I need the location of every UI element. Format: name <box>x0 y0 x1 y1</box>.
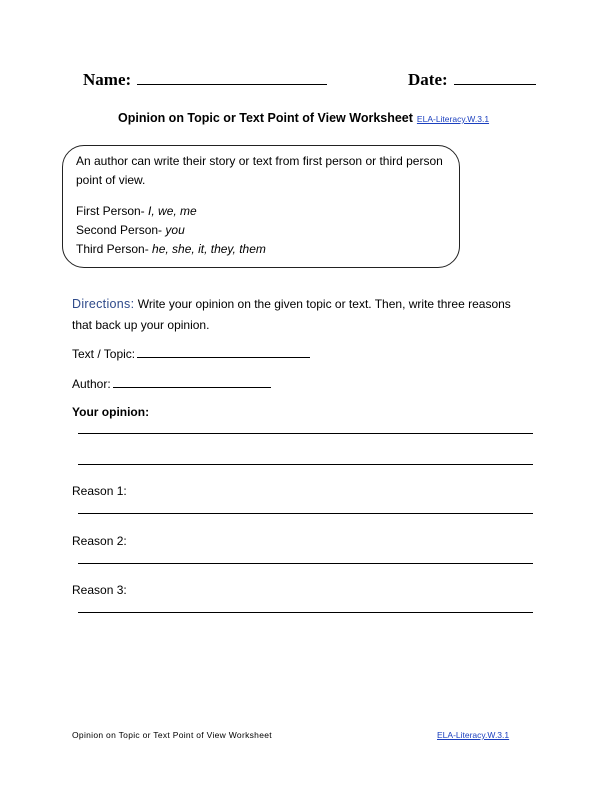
point-of-view-list <box>76 202 266 259</box>
pov-pronouns: I, we, me <box>144 204 197 218</box>
pov-label: Second Person- <box>76 223 163 237</box>
first-person-row <box>76 202 266 221</box>
directions <box>72 294 532 336</box>
author-field[interactable] <box>72 376 271 391</box>
date-blank-line[interactable] <box>454 70 536 85</box>
reason-3-answer-line[interactable] <box>78 612 533 613</box>
directions-text: Write your opinion on the given topic or text. Then, write three reasons that back up your opinion. <box>72 297 511 332</box>
point-of-view-info-box <box>62 145 460 268</box>
pov-pronouns: you <box>162 223 185 237</box>
info-intro: An author can write their story or text from first person or third person point of view. <box>76 154 443 187</box>
footer-title: Opinion on Topic or Text Point of View Worksheet <box>72 730 272 740</box>
second-person-row <box>76 221 266 240</box>
author-label: Author: <box>72 377 111 391</box>
pov-label: First Person- <box>76 204 145 218</box>
reason-1-answer-line[interactable] <box>78 513 533 514</box>
directions-label: Directions: <box>72 297 135 311</box>
text-topic-field[interactable] <box>72 346 310 361</box>
text-topic-label: Text / Topic: <box>72 347 136 361</box>
opinion-label: Your opinion: <box>72 405 150 419</box>
footer-standard-link[interactable]: ELA-Literacy.W.3.1 <box>437 730 510 740</box>
reason-2-label: Reason 2: <box>72 534 127 548</box>
name-blank-line[interactable] <box>137 70 327 85</box>
worksheet-title: Opinion on Topic or Text Point of View Worksheet <box>118 111 413 125</box>
reason-2-answer-line[interactable] <box>78 563 533 564</box>
author-blank-line[interactable] <box>113 376 271 388</box>
text-topic-blank-line[interactable] <box>137 346 310 358</box>
pov-pronouns: he, she, it, they, them <box>148 242 266 256</box>
name-label: Name: <box>83 70 132 89</box>
opinion-answer-line[interactable] <box>78 464 533 465</box>
reason-1-label: Reason 1: <box>72 484 127 498</box>
pov-label: Third Person- <box>76 242 149 256</box>
worksheet-title-row <box>118 109 489 127</box>
date-field[interactable] <box>408 70 536 90</box>
third-person-row <box>76 240 266 259</box>
name-field[interactable] <box>83 70 327 90</box>
standard-link[interactable]: ELA-Literacy.W.3.1 <box>416 114 490 124</box>
date-label: Date: <box>408 70 448 89</box>
opinion-answer-line[interactable] <box>78 433 533 434</box>
reason-3-label: Reason 3: <box>72 583 127 597</box>
